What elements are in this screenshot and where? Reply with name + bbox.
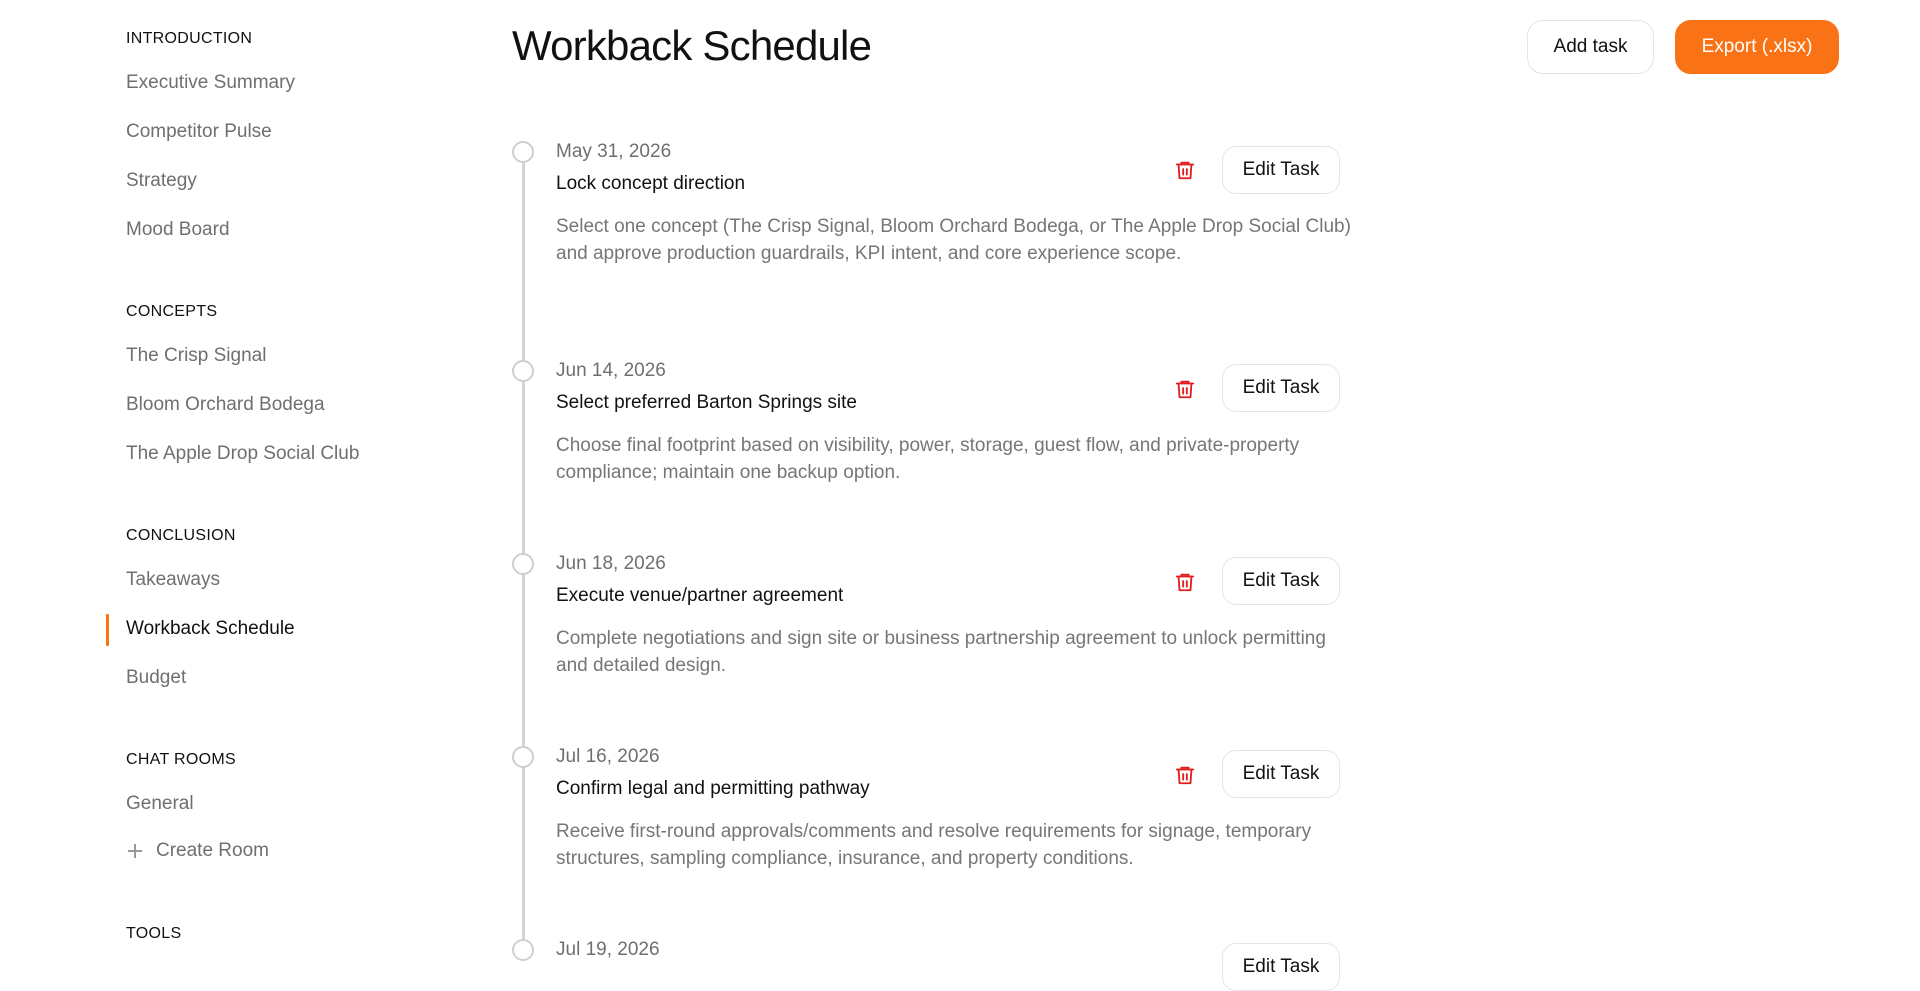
task-description: Receive first-round approvals/comments and resolve requirements for signage, temporary structures, sampling compliance, insurance, and property conditions. bbox=[556, 821, 1312, 869]
sidebar-item-executive-summary[interactable]: Executive Summary bbox=[126, 72, 295, 93]
task-date: Jun 18, 2026 bbox=[556, 553, 666, 574]
timeline-dot bbox=[512, 360, 534, 382]
task-description: Select one concept (The Crisp Signal, Bloom Orchard Bodega, or The Apple Drop Social Club) and approve production guardrails, KPI intent, and core experience scope. bbox=[556, 216, 1351, 264]
trash-icon bbox=[1174, 764, 1196, 786]
sidebar-item-workback-schedule[interactable]: Workback Schedule bbox=[126, 618, 295, 639]
sidebar-item-the-crisp-signal[interactable]: The Crisp Signal bbox=[126, 345, 267, 366]
sidebar bbox=[0, 0, 480, 947]
edit-task-button[interactable]: Edit Task bbox=[1222, 364, 1340, 412]
timeline-dot bbox=[512, 746, 534, 768]
section-title-concepts: CONCEPTS bbox=[126, 303, 218, 320]
task-description: Choose final footprint based on visibility, power, storage, guest flow, and private-property compliance; maintain one backup option. bbox=[556, 435, 1300, 483]
task-title: Execute venue/partner agreement bbox=[556, 585, 844, 606]
task-description: Complete negotiations and sign site or business partnership agreement to unlock permitting and detailed design. bbox=[556, 628, 1326, 676]
plus-icon bbox=[126, 842, 144, 860]
task-date: Jul 19, 2026 bbox=[556, 939, 660, 960]
sidebar-item-general[interactable]: General bbox=[126, 793, 194, 814]
edit-task-button[interactable]: Edit Task bbox=[1222, 146, 1340, 194]
delete-task-button[interactable] bbox=[1170, 155, 1200, 185]
section-title-chat-rooms: CHAT ROOMS bbox=[126, 751, 236, 768]
task-title: Select preferred Barton Springs site bbox=[556, 392, 857, 413]
task-date: Jul 16, 2026 bbox=[556, 746, 660, 767]
task-date: Jun 14, 2026 bbox=[556, 360, 666, 381]
trash-icon bbox=[1174, 159, 1196, 181]
timeline-dot bbox=[512, 141, 534, 163]
export-xlsx-button[interactable]: Export (.xlsx) bbox=[1675, 20, 1839, 74]
edit-task-button[interactable]: Edit Task bbox=[1222, 750, 1340, 798]
task-date: May 31, 2026 bbox=[556, 141, 672, 162]
page-title: Workback Schedule bbox=[512, 22, 872, 69]
sidebar-item-competitor-pulse[interactable]: Competitor Pulse bbox=[126, 121, 272, 142]
active-indicator bbox=[106, 614, 109, 646]
delete-task-button[interactable] bbox=[1170, 760, 1200, 790]
edit-task-button[interactable]: Edit Task bbox=[1222, 557, 1340, 605]
sidebar-item-strategy[interactable]: Strategy bbox=[126, 170, 197, 191]
sidebar-item-apple-drop-social-club[interactable]: The Apple Drop Social Club bbox=[126, 443, 360, 464]
section-title-tools: TOOLS bbox=[126, 925, 182, 942]
trash-icon bbox=[1174, 378, 1196, 400]
task-title: Confirm legal and permitting pathway bbox=[556, 778, 870, 799]
sidebar-item-mood-board[interactable]: Mood Board bbox=[126, 219, 230, 240]
edit-task-button[interactable]: Edit Task bbox=[1222, 943, 1340, 991]
add-task-button[interactable]: Add task bbox=[1527, 20, 1654, 74]
sidebar-item-bloom-orchard-bodega[interactable]: Bloom Orchard Bodega bbox=[126, 394, 325, 415]
timeline-dot bbox=[512, 939, 534, 961]
create-room-label: Create Room bbox=[156, 840, 269, 861]
section-title-conclusion: CONCLUSION bbox=[126, 527, 236, 544]
sidebar-item-takeaways[interactable]: Takeaways bbox=[126, 569, 220, 590]
delete-task-button[interactable] bbox=[1170, 374, 1200, 404]
delete-task-button[interactable] bbox=[1170, 567, 1200, 597]
sidebar-item-budget[interactable]: Budget bbox=[126, 667, 187, 688]
task-title: Lock concept direction bbox=[556, 173, 746, 194]
create-room-button[interactable] bbox=[126, 840, 269, 862]
trash-icon bbox=[1174, 571, 1196, 593]
section-title-introduction: INTRODUCTION bbox=[126, 30, 253, 47]
timeline-dot bbox=[512, 553, 534, 575]
